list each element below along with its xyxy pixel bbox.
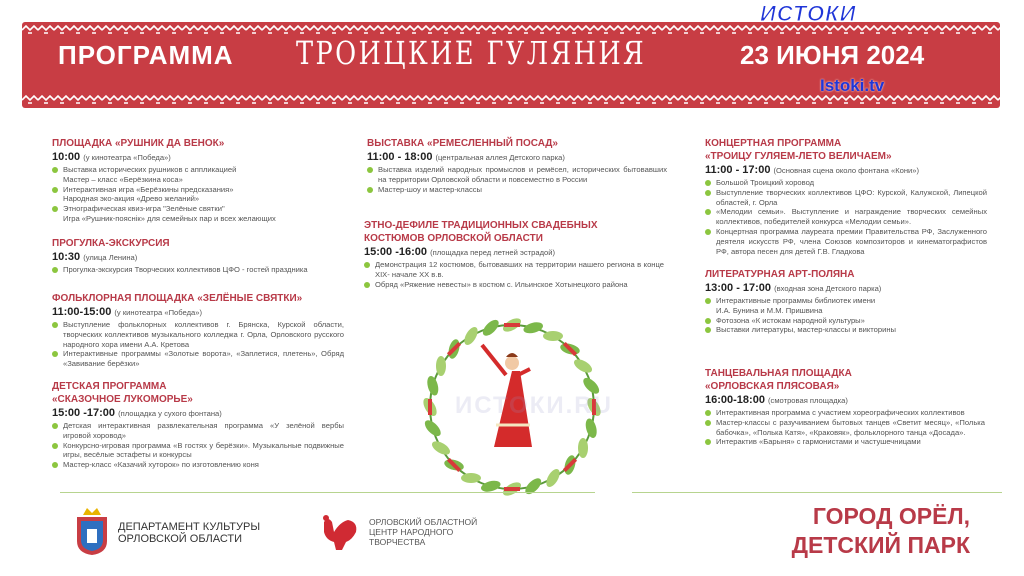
section-time xyxy=(705,393,985,408)
folk-center-line-1: ОРЛОВСКИЙ ОБЛАСТНОЙ xyxy=(369,517,478,527)
venue-line-1: ГОРОД ОРЁЛ, xyxy=(812,503,970,529)
department-line-2: ОРЛОВСКОЙ ОБЛАСТИ xyxy=(118,533,243,545)
time-value: 11:00 - 18:00 xyxy=(367,151,433,163)
program-section xyxy=(52,237,342,275)
leaf-icon xyxy=(430,439,452,458)
program-label: ПРОГРАММА xyxy=(58,40,234,70)
section-time xyxy=(705,163,987,178)
folk-center-name xyxy=(369,517,477,547)
rooster-logo-icon xyxy=(320,514,362,552)
section-place: (у кинотеатра «Победа») xyxy=(83,153,171,162)
department-line-1: ДЕПАРТАМЕНТ КУЛЬТУРЫ xyxy=(118,521,261,533)
section-time xyxy=(52,150,342,165)
section-place: (Основная сцена около фонтана «Кони») xyxy=(773,166,920,175)
section-place: (смотровая площадка) xyxy=(768,396,848,405)
program-item: Обряд «Ряжение невесты» в костюм с. Ильинское Хотынецкого района xyxy=(364,280,664,290)
divider-left xyxy=(60,492,595,493)
time-value: 15:00 -17:00 xyxy=(52,407,115,419)
time-value: 11:00-15:00 xyxy=(52,306,112,318)
leaf-icon xyxy=(584,417,599,439)
istoki-url: Istoki.tv xyxy=(820,76,885,95)
leaf-icon xyxy=(422,418,443,439)
section-heading: «СКАЗОЧНОЕ ЛУКОМОРЬЕ» xyxy=(52,394,193,405)
section-place: (площадка у сухого фонтана) xyxy=(118,409,222,418)
coat-of-arms-icon xyxy=(73,505,111,557)
time-value: 10:00 xyxy=(52,151,81,163)
leaf-icon xyxy=(523,476,544,497)
section-heading: ЛИТЕРАТУРНАЯ АРТ-ПОЛЯНА xyxy=(705,269,855,280)
section-heading: «ОРЛОВСКАЯ ПЛЯСОВАЯ» xyxy=(705,381,840,392)
department-name xyxy=(118,521,260,545)
venue xyxy=(780,502,970,560)
program-item: Демонстрация 12 костюмов, бытовавших на территории нашего региона в конце XIX- начале XX в.в. xyxy=(364,260,664,280)
folk-center-line-3: ТВОРЧЕСТВА xyxy=(369,537,426,547)
section-heading: ТАНЦЕВАЛЬНАЯ ПЛОЩАДКА xyxy=(705,368,852,379)
section-place: (центральная аллея Детского парка) xyxy=(435,153,565,162)
section-time xyxy=(52,250,342,265)
program-item: Фотозона «К истокам народной культуры» xyxy=(705,316,985,326)
program-item: Народная эко-акция «Древо желаний» xyxy=(63,194,200,204)
leaf-icon xyxy=(436,356,446,376)
event-title: ТРОИЦКИЕ ГУЛЯНИЯ xyxy=(296,34,647,72)
section-time xyxy=(705,281,985,296)
program-item: Выступление творческих коллективов ЦФО: Курской, Калужской, Липецкой областей, г. Орла xyxy=(705,188,987,208)
time-value: 16:00-18:00 xyxy=(705,394,765,406)
section-heading: ДЕТСКАЯ ПРОГРАММА xyxy=(52,381,167,392)
leaf-icon xyxy=(461,473,481,483)
section-heading: ПЛОЩАДКА «РУШНИК ДА ВЕНОК» xyxy=(52,138,225,149)
ribbon-icon xyxy=(428,399,432,415)
leaf-icon xyxy=(544,467,563,489)
section-time xyxy=(52,406,344,421)
section-heading: ФОЛЬКЛОРНАЯ ПЛОЩАДКА «ЗЕЛЁНЫЕ СВЯТКИ» xyxy=(52,293,303,304)
program-item: Мастер-классы с разучиванием бытовых танцев «Светит месяц», «Полька бабочка», «Полька Катя», «Краковяк», фольклорного танца «Досада». xyxy=(705,418,985,438)
program-item: Мастер-шоу и мастер-классы xyxy=(367,185,667,195)
section-time xyxy=(52,305,344,320)
program-item: Интерактив «Барыня» с гармонистами и частушечницами xyxy=(705,437,985,447)
program-item: Выставка исторических рушников с аппликацией xyxy=(52,165,342,175)
istoki-logo: ИСТОКИ xyxy=(760,1,857,26)
program-item: Выставка изделий народных промыслов и ремёсел, исторических бытовавших на территории Орловской области и повсеместно в России xyxy=(367,165,667,185)
section-time xyxy=(364,245,664,260)
program-item: Интерактивная игра «Берёзкины предсказания» xyxy=(52,185,342,195)
program-section xyxy=(705,137,987,256)
program-item: Выставки литературы, мастер-классы и викторины xyxy=(705,325,985,335)
program-section xyxy=(52,380,344,470)
leaf-icon xyxy=(462,325,481,347)
program-item: Интерактивная программа с участием хореографических коллективов xyxy=(705,408,985,418)
venue-line-2: ДЕТСКИЙ ПАРК xyxy=(791,532,970,558)
leaf-icon xyxy=(480,317,501,338)
program-item: Мастер – класс «Берёзкина коса» xyxy=(63,174,183,184)
section-heading: КОСТЮМОВ ОРЛОВСКОЙ ОБЛАСТИ xyxy=(364,233,543,244)
section-heading: КОНЦЕРТНАЯ ПРОГРАММА xyxy=(705,138,842,149)
program-item: Этнографическая квиз-игра "Зелёные святки" xyxy=(52,204,342,214)
event-date: 23 ИЮНЯ 2024 xyxy=(740,40,925,70)
folk-center-line-2: ЦЕНТР НАРОДНОГО xyxy=(369,527,454,537)
ribbon-icon xyxy=(504,487,520,491)
section-place: (у кинотеатра «Победа») xyxy=(114,308,202,317)
center-watermark: ИСТОКИ.RU xyxy=(455,392,613,419)
section-place: (улица Ленина) xyxy=(83,253,138,262)
program-section xyxy=(367,137,667,194)
time-value: 11:00 - 17:00 xyxy=(705,164,771,176)
section-heading: ЭТНО-ДЕФИЛЕ ТРАДИЦИОННЫХ СВАДЕБНЫХ xyxy=(364,220,598,231)
time-value: 13:00 - 17:00 xyxy=(705,282,772,294)
program-section xyxy=(52,292,344,369)
section-place: (входная зона Детского парка) xyxy=(774,284,882,293)
program-item: И.А. Бунина и М.М. Пришвина xyxy=(716,305,823,315)
time-value: 15:00 -16:00 xyxy=(364,246,427,258)
program-item: Детская интерактивная развлекательная программа «У зелёной вербы игровой хоровод» xyxy=(52,421,344,441)
time-value: 10:30 xyxy=(52,251,81,263)
program-item: Интерактивные программы библиотек имени xyxy=(705,296,985,306)
ribbon-icon xyxy=(504,323,520,327)
program-section xyxy=(52,137,342,224)
leaf-icon xyxy=(522,320,544,335)
section-time xyxy=(367,150,667,165)
program-section xyxy=(705,268,985,335)
program-item: Выступление фольклорных коллективов г. Брянска, Курской области, творческих коллективов музыкального колледжа г. Орла, Орловского русского народного хора имени А.А. Кретова xyxy=(52,320,344,349)
program-item: Мастер-класс «Казачий хуторок» по изготовлению коня xyxy=(52,460,344,470)
section-heading: ВЫСТАВКА «РЕМЕСЛЕННЫЙ ПОСАД» xyxy=(367,138,558,149)
leaf-icon xyxy=(572,357,594,376)
program-item: «Мелодии семьи». Выступление и награждение творческих семейных коллективов, победителей конкурса «Мелодии семьи». xyxy=(705,207,987,227)
program-item: Концертная программа лауреата премии Правительства РФ, Заслуженного деятеля искусств РФ, члена Союзов композиторов и кинематографистов РФ, автора песен для детей Г.В. Гладкова xyxy=(705,227,987,256)
divider-right xyxy=(632,492,1002,493)
program-item: Игра «Рушник-пояснік» для семейных пар и всех желающих xyxy=(63,213,276,223)
section-place: (площадка перед летней эстрадой) xyxy=(430,248,555,257)
program-item: Большой Троицкий хоровод xyxy=(705,178,987,188)
program-item: Интерактивные программы «Золотые ворота», «Заплетися, плетень», Обряд «Завивание берёзки» xyxy=(52,349,344,369)
program-item: Прогулка-экскурсия Творческих коллективов ЦФО - гостей праздника xyxy=(52,265,342,275)
program-section xyxy=(705,367,985,447)
leaf-icon xyxy=(425,375,440,397)
leaf-icon xyxy=(578,438,588,458)
program-item: Конкурсно-игровая программа «В гостях у берёзки». Музыкальные подвижные игры, весёлые эстафеты и конкурсы xyxy=(52,441,344,461)
leaf-icon xyxy=(543,331,563,341)
section-heading: «ТРОИЦУ ГУЛЯЕМ-ЛЕТО ВЕЛИЧАЕМ» xyxy=(705,151,892,162)
section-heading: ПРОГУЛКА-ЭКСКУРСИЯ xyxy=(52,238,170,249)
program-section xyxy=(364,219,664,289)
ornament-border-bottom xyxy=(22,95,1000,105)
